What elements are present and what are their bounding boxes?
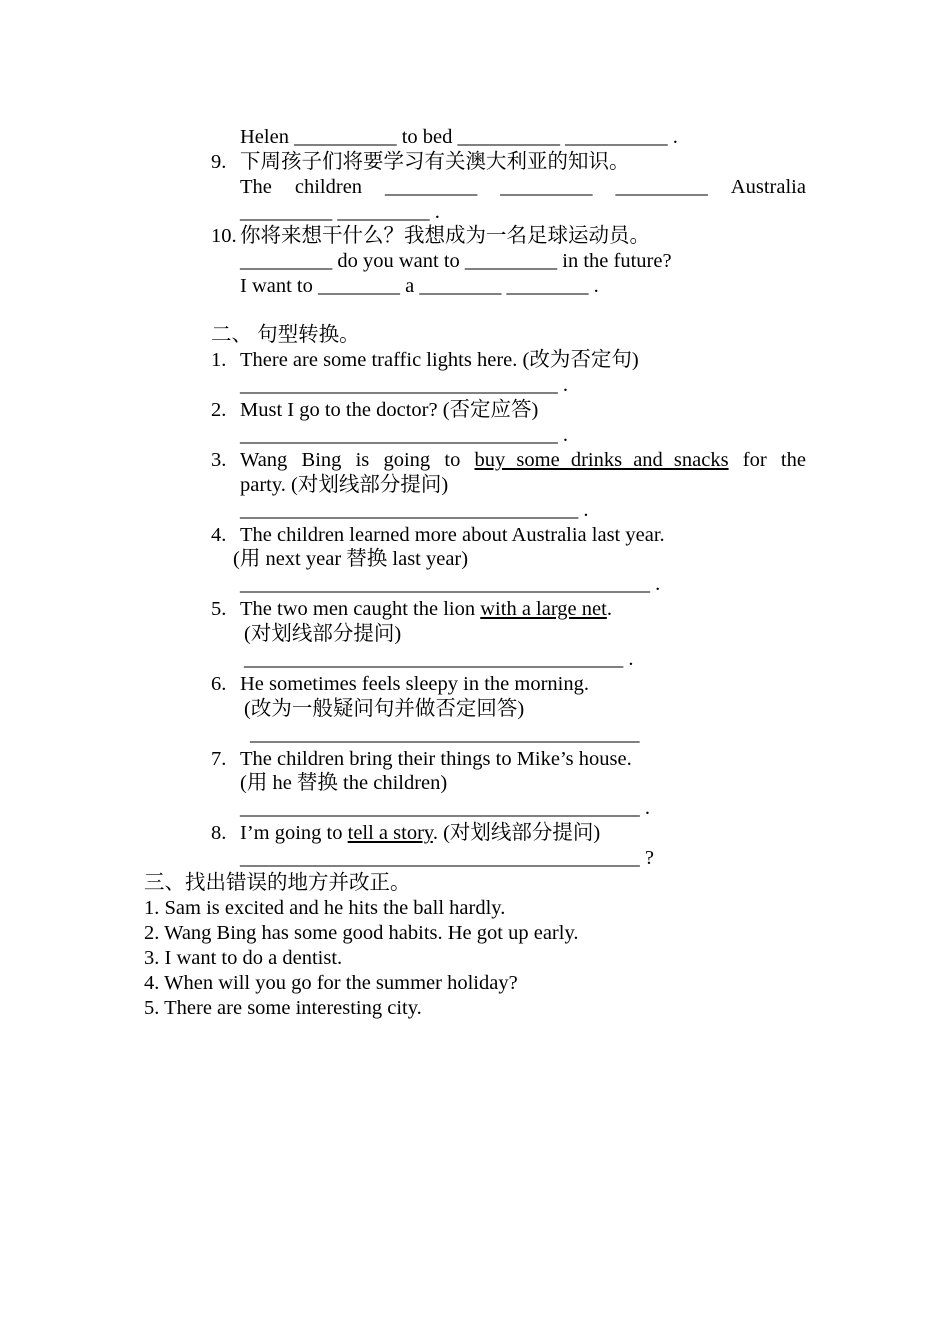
p2-q8-text-start: I’m going to — [240, 822, 348, 844]
q9-blank: _________ — [500, 176, 593, 198]
q9-blank-line: _________ _________ . — [240, 201, 440, 223]
p2-q1-number: 1. — [211, 349, 227, 371]
q9-number: 9. — [211, 151, 227, 173]
p2-q3-text — [240, 448, 806, 473]
p2-q3-number: 3. — [211, 449, 227, 471]
section-2-heading: 二、 句型转换。 — [211, 324, 360, 346]
p2-q8-text — [240, 821, 600, 846]
p3-item: 3. I want to do a dentist. — [144, 947, 343, 969]
p2-q2-text: Must I go to the doctor? (否定应答) — [240, 399, 539, 421]
p2-q4-number: 4. — [211, 524, 227, 546]
p2-q1-text: There are some traffic lights here. (改为否定句) — [240, 349, 639, 371]
p3-item: 5. There are some interesting city. — [144, 997, 422, 1019]
p2-q7-number: 7. — [211, 748, 227, 770]
p2-q3-text-line-2: party. (对划线部分提问) — [240, 474, 449, 496]
p2-q5-instruction: (对划线部分提问) — [244, 623, 402, 645]
p2-q3-word: Wang — [240, 449, 288, 471]
q9-word: Australia — [730, 176, 806, 198]
p2-q2-number: 2. — [211, 399, 227, 421]
q9-blank: _________ — [385, 176, 478, 198]
p2-q6-text: He sometimes feels sleepy in the morning. — [240, 673, 589, 695]
p2-q5-text — [240, 597, 612, 622]
p2-q6-number: 6. — [211, 673, 227, 695]
q10-english-line-2: I want to ________ a ________ ________ . — [240, 275, 599, 297]
p2-q8-text-end: . (对划线部分提问) — [432, 822, 601, 844]
p2-q3-word: the — [780, 449, 806, 471]
q10-chinese-prompt: 你将来想干什么？我想成为一名足球运动员。 — [240, 225, 650, 247]
p2-q5-text-end: . — [606, 598, 612, 620]
p3-item: 4. When will you go for the summer holiday? — [144, 972, 518, 994]
p2-q6-answer-blank: ______________________________________ — [250, 723, 640, 745]
p2-q7-answer-blank: _______________________________________ . — [240, 797, 650, 819]
q8-continuation-line: Helen __________ to bed __________ __________ . — [240, 126, 678, 148]
p2-q3-answer-blank: _________________________________ . — [240, 499, 589, 521]
p2-q8-number: 8. — [211, 822, 227, 844]
p2-q3-underlined-phrase: buy some drinks and snacks — [474, 449, 729, 471]
p2-q4-instruction: (用 next year 替换 last year) — [233, 548, 469, 570]
section-3-heading: 三、找出错误的地方并改正。 — [144, 872, 411, 894]
p2-q3-word: is — [355, 449, 370, 471]
q9-english-line — [240, 175, 806, 200]
p2-q4-text: The children learned more about Australia last year. — [240, 524, 665, 546]
p2-q3-word: for — [742, 449, 767, 471]
p2-q7-instruction: (用 he 替换 the children) — [240, 772, 448, 794]
q9-blank: _________ — [615, 176, 708, 198]
p2-q8-answer-blank: _______________________________________ ? — [240, 847, 654, 869]
p2-q8-underlined-phrase: tell a story — [347, 822, 433, 844]
p2-q3-word: Bing — [301, 449, 342, 471]
q10-english-line-1: _________ do you want to _________ in the future? — [240, 250, 672, 272]
q9-word: The — [240, 176, 272, 198]
p3-item: 1. Sam is excited and he hits the ball hardly. — [144, 897, 506, 919]
p2-q3-word: going — [383, 449, 431, 471]
p2-q5-answer-blank: _____________________________________ . — [244, 648, 634, 670]
p2-q5-underlined-phrase: with a large net — [480, 598, 607, 620]
q9-word: children — [294, 176, 363, 198]
p2-q2-answer-blank: _______________________________ . — [240, 424, 568, 446]
q10-number: 10. — [211, 225, 237, 247]
p2-q5-text-start: The two men caught the lion — [240, 598, 481, 620]
q9-chinese-prompt: 下周孩子们将要学习有关澳大利亚的知识。 — [240, 151, 630, 173]
p2-q4-answer-blank: ________________________________________ . — [240, 573, 661, 595]
p2-q6-instruction: (改为一般疑问句并做否定回答) — [244, 698, 525, 720]
p2-q7-text: The children bring their things to Mike’s house. — [240, 748, 632, 770]
p2-q1-answer-blank: _______________________________ . — [240, 374, 568, 396]
p3-item: 2. Wang Bing has some good habits. He got up early. — [144, 922, 579, 944]
p2-q3-word: to — [444, 449, 461, 471]
p2-q5-number: 5. — [211, 598, 227, 620]
